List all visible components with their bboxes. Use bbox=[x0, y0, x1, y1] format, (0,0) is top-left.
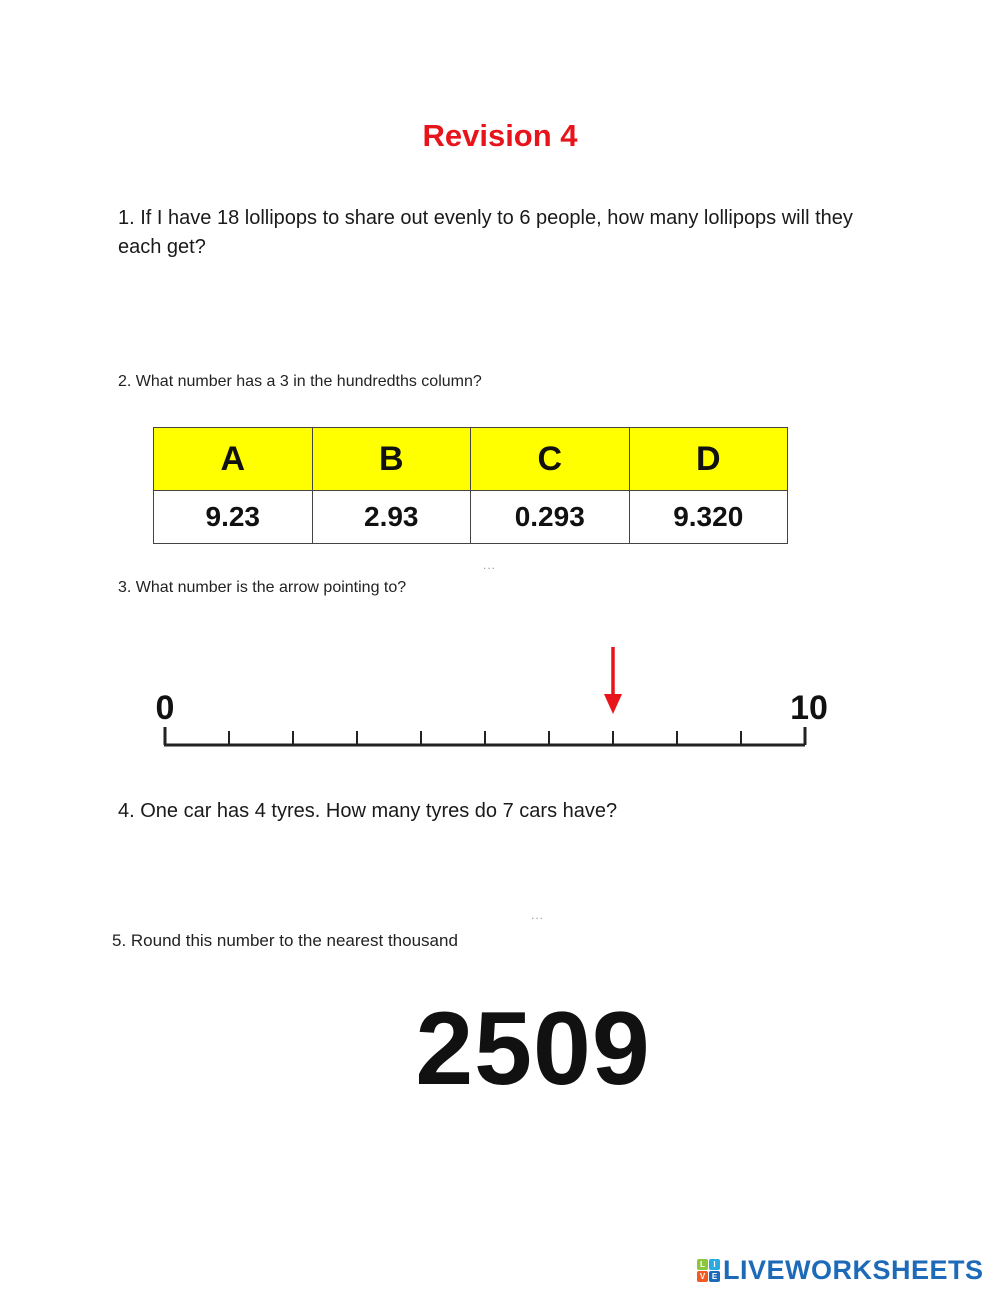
logo-squares-icon bbox=[697, 1259, 720, 1282]
number-line-start-label: 0 bbox=[155, 689, 175, 727]
question-4: 4. One car has 4 tyres. How many tyres do 7 cars have? bbox=[118, 800, 618, 822]
logo-square: L bbox=[697, 1259, 708, 1270]
question-2: 2. What number has a 3 in the hundredths column? bbox=[118, 373, 482, 390]
brand-name: LIVEWORKSHEETS bbox=[723, 1254, 984, 1285]
question-5: 5. Round this number to the nearest thousand bbox=[112, 931, 458, 950]
number-line-end-label: 10 bbox=[790, 689, 828, 727]
logo-square: I bbox=[709, 1259, 720, 1270]
option-d-header: D bbox=[629, 428, 788, 491]
ellipsis-divider: ... bbox=[531, 908, 545, 922]
logo-square: V bbox=[697, 1271, 708, 1282]
option-b-value: 2.93 bbox=[312, 491, 471, 544]
number-to-round: 2509 bbox=[415, 991, 651, 1107]
option-c-value: 0.293 bbox=[471, 491, 630, 544]
options-table bbox=[153, 427, 788, 544]
logo-square: E bbox=[709, 1271, 720, 1282]
page-title: Revision 4 bbox=[422, 118, 578, 153]
option-a-header: A bbox=[154, 428, 313, 491]
option-d-value: 9.320 bbox=[629, 491, 788, 544]
question-1: 1. If I have 18 lollipops to share out evenly to 6 people, how many lollipops will they each get? bbox=[118, 207, 853, 258]
options-header-row bbox=[154, 428, 788, 491]
option-a-value: 9.23 bbox=[154, 491, 313, 544]
options-value-row bbox=[154, 491, 788, 544]
ellipsis-divider: ... bbox=[483, 558, 497, 572]
red-arrow-icon bbox=[604, 647, 622, 714]
number-line bbox=[140, 630, 860, 760]
question-3: 3. What number is the arrow pointing to? bbox=[118, 579, 407, 596]
option-c-header: C bbox=[471, 428, 630, 491]
arrow-head bbox=[604, 694, 622, 714]
number-line-ticks bbox=[165, 727, 805, 745]
liveworksheets-logo[interactable] bbox=[697, 1253, 984, 1287]
option-b-header: B bbox=[312, 428, 471, 491]
